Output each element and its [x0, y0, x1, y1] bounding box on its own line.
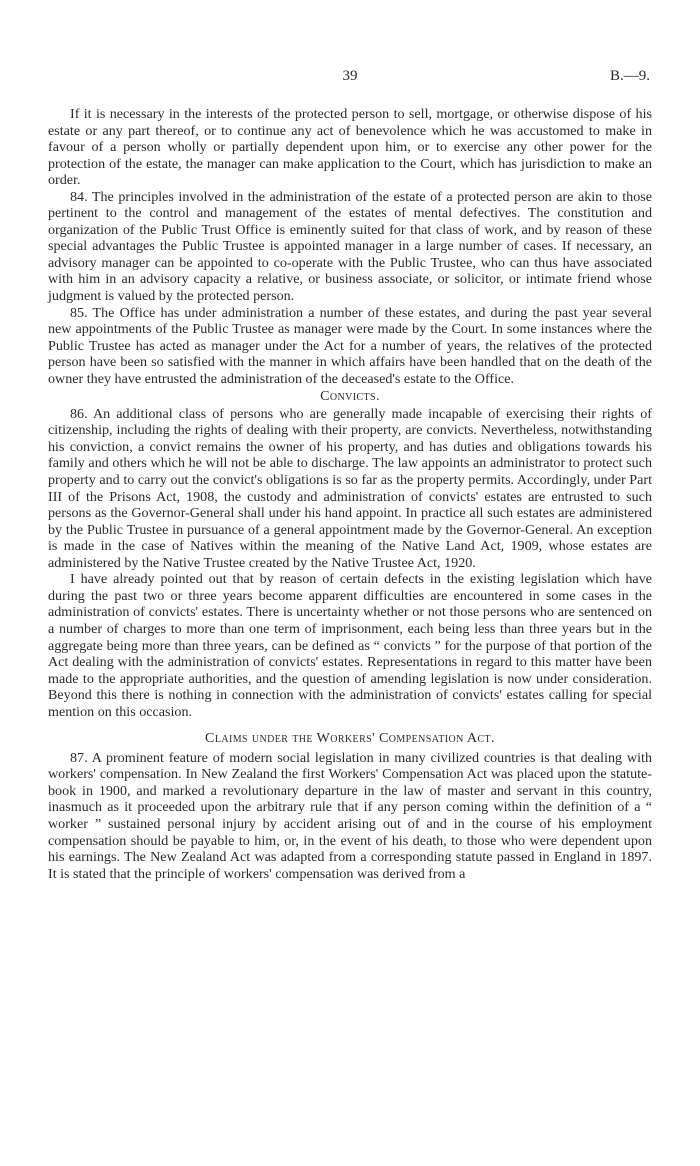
- section-heading-convicts: Convicts.: [320, 388, 380, 405]
- paragraph-protected-person-powers: If it is necessary in the interests of the protected person to sell, mortgage, or otherwise dispose of his estate or any part thereof, or to continue any act of benevolence which he was accustomed to make in favour of a person wholly or partially dependent upon him, or to exercise any other power for the protection of the estate, the manager can make application to the Court, which has jurisdiction to make an order.: [48, 106, 652, 189]
- body-text: [48, 106, 652, 882]
- section-heading-workers-compensation: Claims under the Workers' Compensation Act.: [205, 730, 495, 747]
- paragraph-87: 87. A prominent feature of modern social legislation in many civilized countries is that dealing with workers' compensation. In New Zealand the first Workers' Compensation Act was placed upon the statute-book in 1900, and marked a revolutionary departure in the law of master and servant in this country, inasmuch as it proceeded upon the arbitrary rule that if any person coming within the definition of a “ worker ” sustained personal injury by accident arising out of and in the course of his employment compensation should be payable to him, or, in the event of his death, to those who were dependent upon his earnings. The New Zealand Act was adapted from a corresponding statute passed in England in 1897. It is stated that the principle of workers' compensation was derived from a: [48, 749, 652, 882]
- page-header: [48, 68, 652, 86]
- paragraph-84: 84. The principles involved in the administration of the estate of a protected person are akin to those pertinent to the control and management of the estates of mental defectives. The constitution and organization of the Public Trust Office is eminently suited for that class of work, and by reason of these special advantages the Public Trustee is appointed manager in a large number of cases. If necessary, an advisory manager can be appointed to co-operate with the Public Trustee, who can thus have associated with him in an advisory capacity a relative, or business associate, or solicitor, or intimate friend whose judgment is valued by the protected person.: [48, 188, 652, 305]
- paragraph-convicts-estates: I have already pointed out that by reason of certain defects in the existing legislation which have during the past two or three years become apparent difficulties are encountered in some cases in the administration of convicts' estates. There is uncertainty whether or not those persons who are sentenced on a number of charges to more than one term of imprisonment, each being less than three years but in the aggregate being more than three years, can be defined as “ convicts ” for the purpose of that portion of the Act dealing with the administration of convicts' estates. Representations in regard to this matter have been made to the appropriate authorities, and the question of amending legislation is now under consideration. Beyond this there is nothing in connection with the administration of convicts' estates calling for special mention on this occasion.: [48, 571, 652, 720]
- paragraph-85: 85. The Office has under administration a number of these estates, and during the past year several new appointments of the Public Trustee as manager were made by the Court. In some instances where the Public Trustee has acted as manager under the Act for a number of years, the relatives of the protected person have been so satisfied with the manner in which affairs have been handled that on the death of the owner they have entrusted the administration of the deceased's estate to the Office.: [48, 304, 652, 387]
- page-number: 39: [342, 68, 358, 84]
- document-reference: B.—9.: [609, 68, 650, 84]
- paragraph-86: 86. An additional class of persons who are generally made incapable of exercising their rights of citizenship, including the rights of dealing with their property, are convicts. Nevertheless, notwithstanding his conviction, a convict remains the owner of his property, and has duties and obligations towards his family and others which he will not be able to discharge. The law appoints an administrator to protect such property and to carry out the convict's obligations is so far as the property permits. Accordingly, under Part III of the Prisons Act, 1908, the custody and administration of convicts' estates are entrusted to such persons as the Governor-General shall under his hand appoint. In practice all such estates are administered by the Public Trustee in pursuance of a general appointment made by the Governor-General. An exception is made in the case of Natives within the meaning of the Native Land Act, 1909, whose estates are administered by the Native Trustee created by the Native Trustee Act, 1920.: [48, 405, 652, 571]
